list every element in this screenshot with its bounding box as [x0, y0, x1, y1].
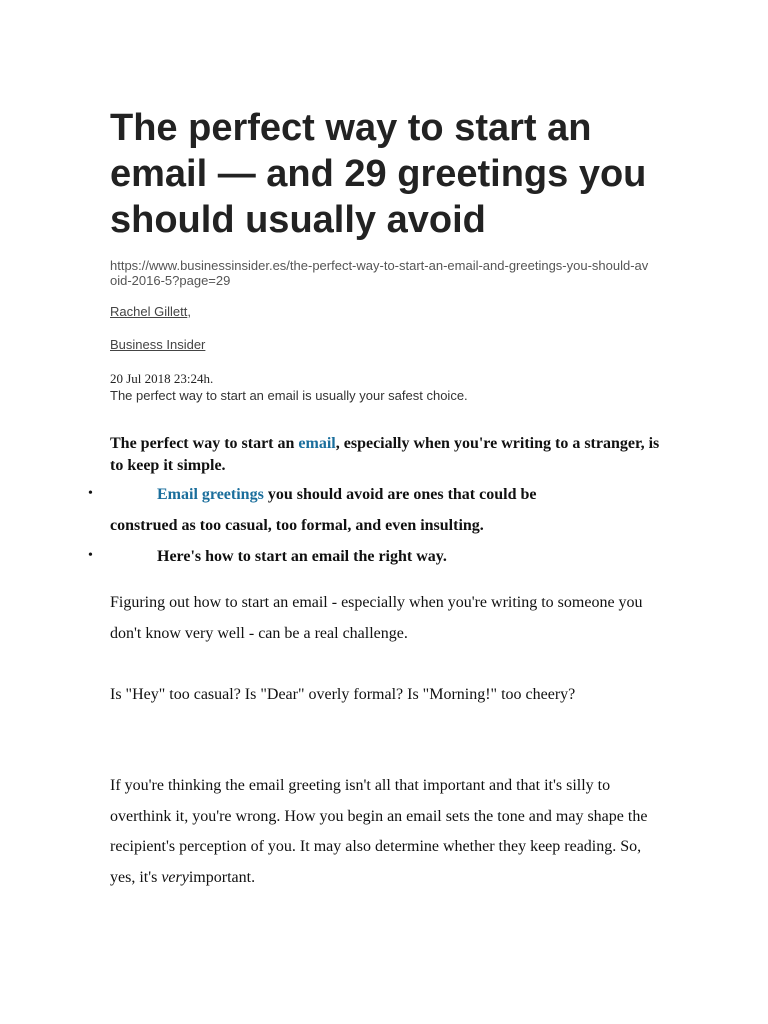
author-suffix: ,: [187, 304, 191, 319]
bullet-item-1-text: you should avoid are ones that could be: [263, 486, 537, 503]
author-line: [110, 304, 191, 320]
bullet-item-1-continuation: construed as too casual, too formal, and even insulting.: [110, 517, 484, 534]
article-url: https://www.businessinsider.es/the-perfect-way-to-start-an-email-and-greetings-you-should-avoid-2016-5?page=29: [110, 258, 649, 288]
article-title: The perfect way to start an email — and 29 greetings you should usually avoid: [110, 107, 647, 241]
lead-text-before: The perfect way to start an: [110, 435, 299, 452]
article-subheadline: The perfect way to start an email is usually your safest choice.: [110, 388, 468, 403]
body-paragraph-3: [110, 771, 665, 893]
body-paragraph-3-text: If you're thinking the email greeting isn't all that important and that it's silly to overthink it, you're wrong. How you begin an email sets the tone and may shape the recipient's perception of you. It may also determine whether they keep reading. So, yes, it's: [110, 777, 648, 886]
body-paragraph-3-end: important.: [188, 868, 256, 886]
author-link[interactable]: Rachel Gillett: [110, 304, 188, 319]
bullet-item-2: Here's how to start an email the right way.: [157, 548, 447, 565]
email-greetings-link[interactable]: Email greetings: [157, 486, 264, 503]
lead-paragraph: [110, 433, 660, 477]
bullet-item-1: [157, 484, 637, 506]
publisher-line: [110, 337, 205, 353]
publish-date: 20 Jul 2018 23:24h.: [110, 371, 214, 386]
body-paragraph-1: Figuring out how to start an email - especially when you're writing to someone you don't know very well - can be a real challenge.: [110, 594, 643, 642]
publisher-link[interactable]: Business Insider: [110, 337, 206, 352]
email-link[interactable]: email: [298, 435, 336, 452]
lead-text-after: , especially when you're writing to a stranger, is to keep it simple.: [110, 435, 660, 474]
bullet-marker: •: [88, 548, 93, 563]
emphasis-very: very: [161, 868, 189, 886]
body-paragraph-2: Is "Hey" too casual? Is "Dear" overly formal? Is "Morning!" too cheery?: [110, 686, 576, 703]
bullet-marker: •: [88, 486, 93, 501]
